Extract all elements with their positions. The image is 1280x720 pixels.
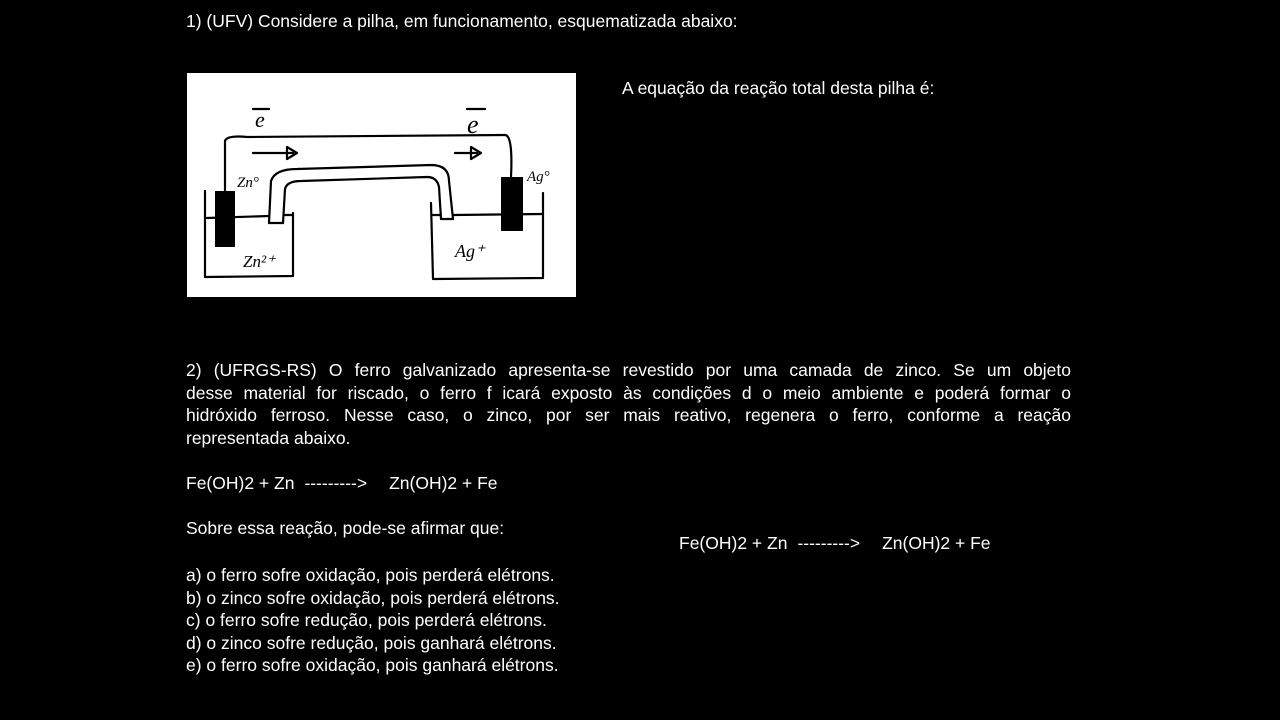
side-equation-arrow: ---------> bbox=[797, 533, 861, 553]
electron-label-right: e bbox=[467, 110, 479, 139]
equation-arrow: ---------> bbox=[304, 473, 368, 493]
cathode-label: Ag° bbox=[527, 169, 550, 185]
electron-arrow-right bbox=[455, 147, 481, 159]
electron-label-left: e bbox=[255, 107, 265, 132]
salt-bridge-inner bbox=[283, 177, 441, 223]
answer-option-c: c) o ferro sofre redução, pois perderá elétrons. bbox=[186, 610, 547, 631]
answer-option-b: b) o zinco sofre oxidação, pois perderá elétrons. bbox=[186, 587, 560, 608]
statement-line: desse material for riscado, o ferro f icará exposto às condições d o meio ambiente e poderá formar o bbox=[186, 382, 1071, 403]
salt-bridge-outer bbox=[269, 165, 453, 223]
statement-line: hidróxido ferroso. Nesse caso, o zinco, por ser mais reativo, regenera o ferro, conforme a reação bbox=[186, 405, 1071, 426]
side-equation-products: Zn(OH)2 + Fe bbox=[882, 533, 991, 553]
question-1-title: 1) (UFV) Considere a pilha, em funcionamento, esquematizada abaixo: bbox=[186, 11, 738, 31]
answer-option-d: d) o zinco sofre redução, pois ganhará elétrons. bbox=[186, 632, 557, 653]
statement-line: 2) (UFRGS-RS) O ferro galvanizado apresenta-se revestido por uma camada de zinco. Se um objeto bbox=[186, 360, 1071, 380]
zinc-electrode bbox=[215, 191, 235, 247]
statement-line: representada abaixo. bbox=[186, 427, 351, 448]
anode-solution-label: Zn²⁺ bbox=[243, 252, 276, 271]
answer-option-a: a) o ferro sofre oxidação, pois perderá elétrons. bbox=[186, 565, 555, 585]
equation-products: Zn(OH)2 + Fe bbox=[389, 473, 498, 493]
question-2-prompt: Sobre essa reação, pode-se afirmar que: bbox=[186, 518, 505, 538]
answer-options bbox=[186, 564, 560, 677]
silver-electrode bbox=[501, 177, 523, 231]
anode-label: Zn° bbox=[237, 175, 259, 191]
right-beaker bbox=[431, 193, 543, 279]
galvanic-cell-diagram bbox=[187, 73, 576, 297]
side-equation bbox=[679, 533, 991, 554]
equation-reactants: Fe(OH)2 + Zn bbox=[186, 473, 295, 493]
question-2-statement bbox=[186, 359, 1071, 449]
question-1-prompt: A equação da reação total desta pilha é: bbox=[622, 78, 935, 98]
answer-option-e: e) o ferro sofre oxidação, pois ganhará elétrons. bbox=[186, 655, 559, 676]
question-2-equation bbox=[186, 473, 498, 494]
cathode-solution-label: Ag⁺ bbox=[455, 241, 485, 261]
galvanic-cell-drawing bbox=[187, 73, 576, 297]
external-wire bbox=[225, 135, 511, 191]
side-equation-reactants: Fe(OH)2 + Zn bbox=[679, 533, 788, 553]
electron-arrow-left bbox=[253, 147, 297, 159]
